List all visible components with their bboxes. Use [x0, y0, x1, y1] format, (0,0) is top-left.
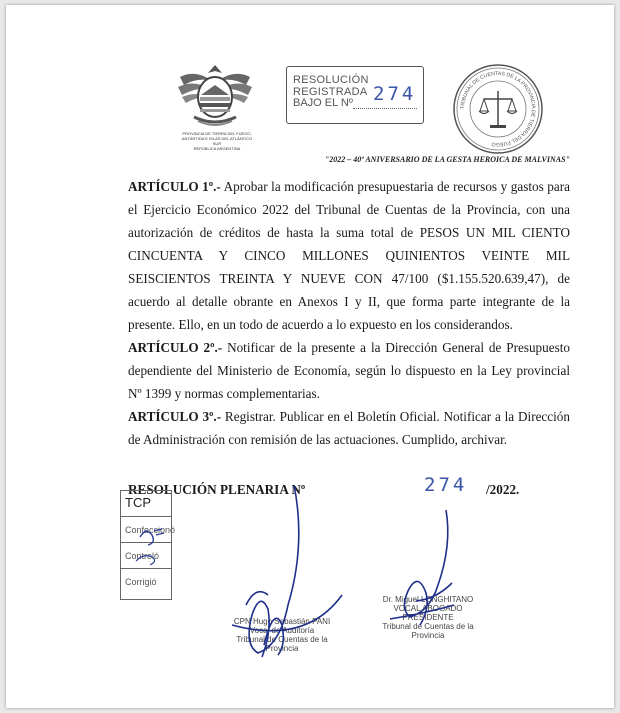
crest-caption-line-1: PROVINCIA DE TIERRA DEL FUEGO,: [182, 131, 252, 136]
seal-text: TRIBUNAL DE CUENTAS DE LA PROVINCIA DE TIERRA DEL FUEGO: [459, 70, 537, 148]
document-page: [6, 5, 614, 708]
handwritten-initials-1: [140, 529, 164, 545]
signature-right-title: VOCAL ABOGADO: [393, 604, 463, 613]
resolution-year: /2022.: [486, 482, 520, 497]
handwriting-layer: [6, 5, 614, 708]
signature-left-title: Vocal de Auditoría: [249, 626, 315, 635]
article-1-heading: ARTÍCULO 1º.-: [128, 179, 221, 194]
article-3-heading: ARTÍCULO 3º.-: [128, 409, 222, 424]
crest-caption-line-2: ANTÁRTIDA E ISLAS DEL ATLÁNTICO SUR: [181, 136, 253, 146]
tcp-row-label: Corrigió: [125, 577, 157, 587]
signature-right-role: PRESIDENTE: [402, 613, 454, 622]
stamp-label: BAJO EL Nº: [293, 97, 353, 109]
crest-caption-line-3: REPÚBLICA ARGENTINA: [193, 146, 241, 151]
resolution-number: 274: [424, 474, 468, 496]
stamp-title: RESOLUCIÓN REGISTRADA: [293, 74, 369, 98]
tcp-row-label: Confeccionó: [125, 525, 176, 535]
right-handwritten-signature: [390, 510, 454, 625]
signature-right-organization: Tribunal de Cuentas de la Provincia: [382, 622, 474, 640]
tcp-row-label: Controló: [125, 551, 160, 561]
article-3-text: Registrar. Publicar en el Boletín Oficial. Notificar a la Dirección de Administración con remisión de las actuaciones. Cumplido, archivar.: [128, 409, 570, 447]
motto-line: "2022 – 40º ANIVERSARIO DE LA GESTA HEROICA DE MALVINAS": [324, 155, 570, 164]
signature-left-name: CPN Hugo Sebastián PANI: [233, 617, 331, 626]
article-2-text: Notificar de la presente a la Dirección General de Presupuesto dependiente del Ministerio de Economía, según lo dispuesto en la Ley provincial Nº 1399 y normas complementarias.: [128, 340, 570, 401]
tcp-header: TCP: [121, 491, 171, 517]
signature-left-organization: Tribunal de Cuentas de la Provincia: [236, 635, 328, 653]
article-1-text: Aprobar la modificación presupuestaria de recursos y gastos para el Ejercicio Económico 2022 del Tribunal de Cuentas de la Provincia, con una autorización de créditos de hasta la suma total de PESOS UN MIL CIENTO CINCUENTA Y CINCO MILLONES QUINIENTOS VEINTE MIL SEISCIENTOS TREINTA Y NUEVE CON 47/100 ($1.155.520.639,47), de acuerdo al detalle obrante en Anexos I y II, que forma parte integrante de la presente. Ello, en un todo de acuerdo a lo expuesto en los considerandos.: [128, 179, 570, 332]
article-2-heading: ARTÍCULO 2º.-: [128, 340, 223, 355]
resolution-label: RESOLUCIÓN PLENARIA Nº: [128, 482, 306, 497]
signature-right-name: Dr. Miguel LONGHITANO: [382, 595, 474, 604]
handwritten-initials-2: [136, 556, 155, 565]
left-handwritten-signature: [232, 485, 342, 657]
stamp-number: 274: [373, 83, 417, 105]
